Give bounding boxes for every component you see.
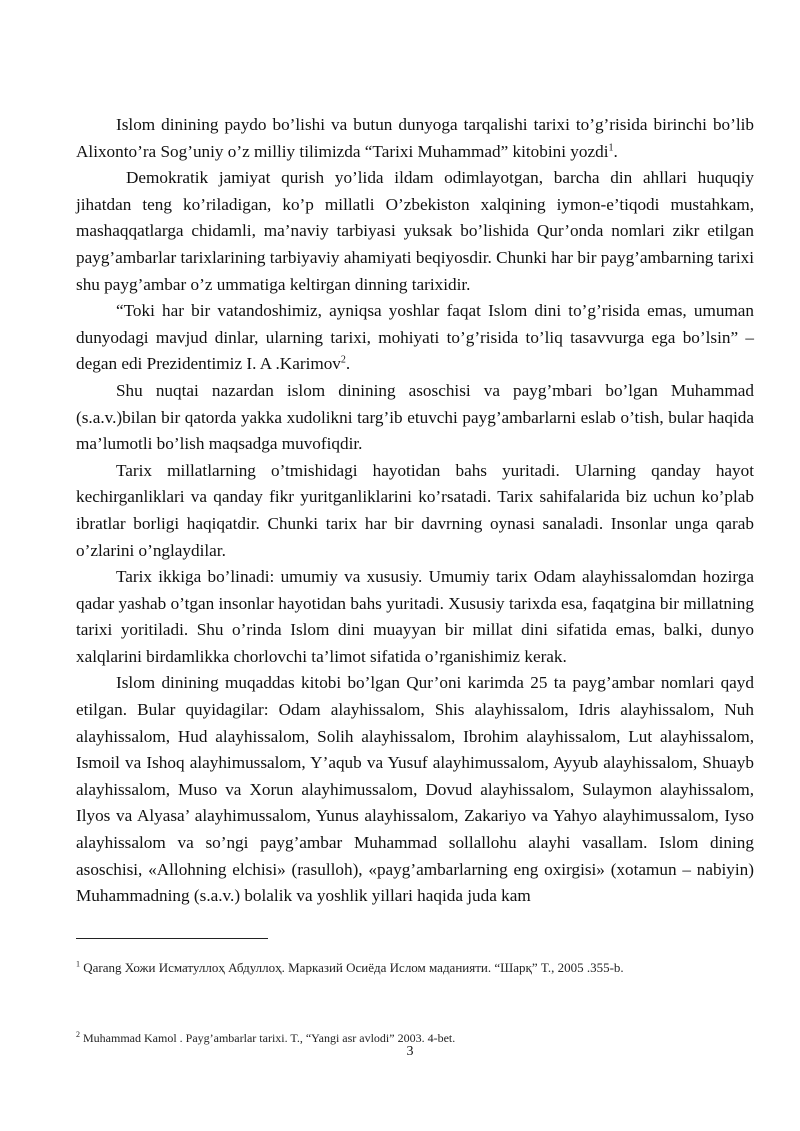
paragraph-4: Shu nuqtai nazardan islom dinining asoschisi va payg’mbari bo’lgan Muhammad (s.a.v.)bilan bir qatorda yakka xudolikni targ’ib etuvchi payg’ambarlarni eslab o’tish, bular haqida ma’lumotli bo’lish maqsadga muvofiqdir. [76,380,754,454]
footnote-text: Muhammad Kamol . Payg’ambarlar tarixi. T., “Yangi asr avlodi” 2003. 4-bet. [80,1031,456,1045]
footnote-marker: 2 [76,1030,80,1039]
page-number: 3 [406,1044,414,1059]
paragraph-3: “Toki har bir vatandoshimiz, ayniqsa yoshlar faqat Islom dini to’g’risida emas, umuman dunyodagi mavjud dinlar, ularning tarixi, mohiyati to’g’risida to’liq tasavvurga ega bo’lsin” – degan edi Prezidentimiz I. A .Karimov$^2$. [76,301,754,374]
paragraph-1: Islom dinining paydo bo’lishi va butun dunyoga tarqalishi tarixi to’g’risida birinchi bo’lib Alixonto’ra Sog’uniy o’z milliy tilimizda “Tarixi Muhammad” kitobini yozdi$^1$. [76,115,754,161]
footnote-separator [76,938,268,939]
paragraph-7: Islom dinining muqaddas kitobi bo’lgan Qur’oni karimda 25 ta payg’ambar nomlari qayd etilgan. Bular quyidagilar: Odam alayhissalom, Shis alayhissalom, Idris alayhissalom, Nuh alayhissalom, Hud alayhissalom, Solih alayhissalom, Ibrohim alayhissalom, Lut alayhissalom, Ismoil va Ishoq alayhimussalom, Y’aqub va Yusuf alayhimussalom, Ayyub alayhissalom, Shuayb alayhissalom, Muso va Xorun alayhimussalom, Dovud alayhissalom, Sulaymon alayhissalom, Ilyos va Alyasa’ alayhimussalom, Yunus alayhissalom, Zakariyo va Yahyo alayhimussalom, Iyso alayhissalom va so’ngi payg’ambar Muhammad sollallohu alayhi vasallam. Islom dining asoschisi, «Allohning elchisi» (rasulloh), «payg’ambarlarning eng oxirgisi» (xotamun – nabiyin) Muhammadning (s.a.v.) bolalik va yoshlik yillari haqida juda kam [76,673,754,906]
footnote-marker: 1 [76,959,80,969]
main-text [76,112,754,910]
paragraph-5: Tarix millatlarning o’tmishidagi hayotidan bahs yuritadi. Ularning qanday hayot kechirganliklari va qanday fikr yuritganliklarini ko’rsatadi. Tarix sahifalarida biz uchun ko’plab ibratlar borligi haqiqatdir. Chunki tarix har bir davrning oynasi sanaladi. Insonlar unga qarab o’zlarini o’nglaydilar. [76,460,754,560]
paragraph-6: Tarix ikkiga bo’linadi: umumiy va xususiy. Umumiy tarix Odam alayhissalomdan hozirga qadar yashab o’tgan insonlar hayotidan bahs yuritadi. Xususiy tarixda esa, faqatgina bir millatning tarixi yoritiladi. Shu o’rinda Islom dini muayyan bir millat dini sifatida emas, balki, dunyo xalqlarini birdamlikka chorlovchi ta’limot sifatida o’rganishimiz kerak. [76,567,754,666]
footnote-text: Qarang Хожи Исматуллоҳ Абдуллоҳ. Марказий Осиёда Ислом маданияти. “Шарқ” T., 2005 .355-b. [80,960,624,975]
footnote-ref-1: 1 [608,141,614,153]
footnote-ref-2: 2 [340,354,346,366]
footnote-1 [76,960,766,976]
paragraph-2: Demokratik jamiyat qurish yo’lida ildam odimlayotgan, barcha din ahllari huquqiy jihatdan teng ko’riladigan, ko’p millatli O’zbekiston xalqining iymon-e’tiqodi mustahkam, mashaqqatlarga chidamli, ma’naviy tarbiyasi yuksak bo’lishida Qur’onda nomlari zikr etilgan payg’ambarlar tarixlarining tarbiyaviy ahamiyati beqiyosdir. Chunki har bir payg’ambarning tarixi shu payg’ambar o’z ummatiga keltirgan dinning tarixidir. [76,168,754,294]
